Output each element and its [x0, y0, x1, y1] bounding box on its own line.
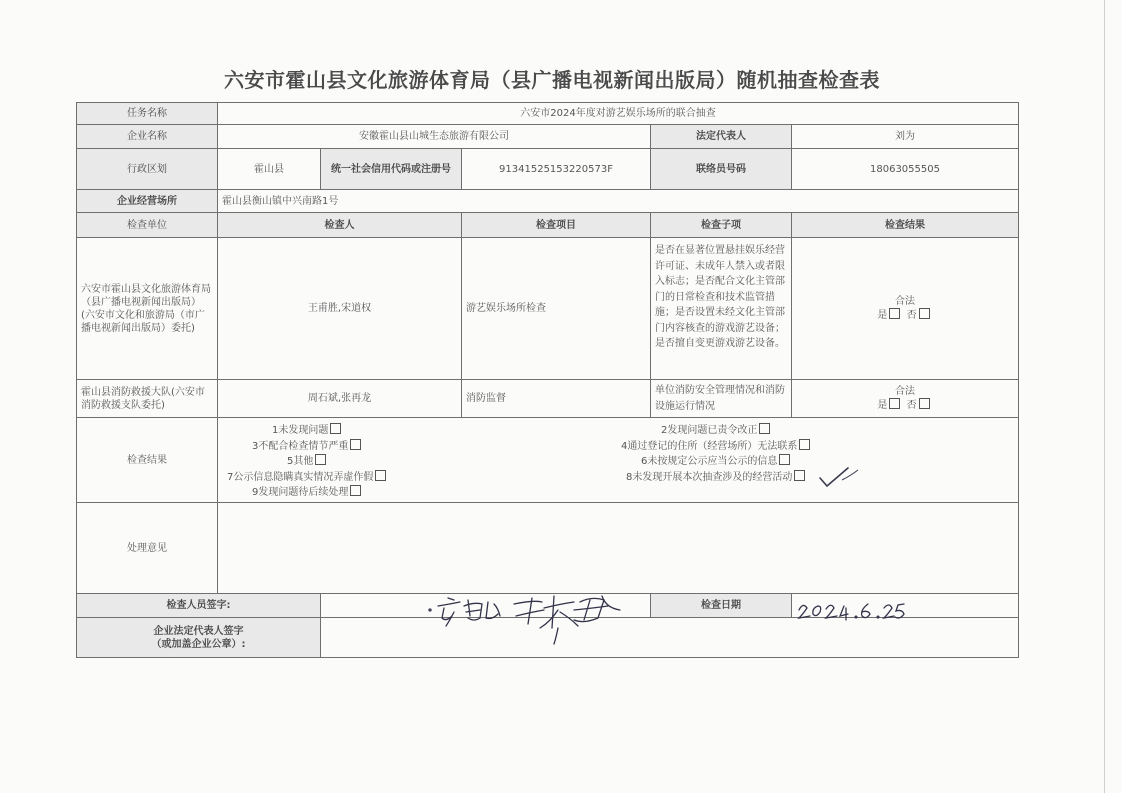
result-option-4-checkbox[interactable]	[799, 439, 810, 450]
result-option-9-checkbox[interactable]	[350, 485, 361, 496]
row2-yes-checkbox[interactable]	[889, 398, 900, 409]
business-place-label: 企业经营场所	[76, 189, 218, 213]
row2-result-title: 合法	[895, 386, 915, 397]
result-option-3: 3不配合检查情节严重	[227, 439, 389, 455]
opinion-label: 处理意见	[76, 502, 218, 594]
row2-no-label: 否	[906, 400, 917, 411]
legal-rep-label: 法定代表人	[650, 124, 792, 149]
row1-result-title: 合法	[895, 296, 915, 307]
result-option-5-checkbox[interactable]	[315, 454, 326, 465]
row1-result	[791, 237, 1019, 380]
company-name-value: 安徽霍山县山城生态旅游有限公司	[217, 124, 651, 149]
row1-no-label: 否	[906, 310, 917, 321]
result-option-7-checkbox[interactable]	[375, 470, 386, 481]
credit-code-value: 91341525153220573F	[461, 148, 651, 190]
row1-item: 游艺娱乐场所检查	[461, 237, 651, 380]
inspection-form	[76, 102, 1019, 658]
page-title: 六安市霍山县文化旅游体育局（县广播电视新闻出版局）随机抽查检查表	[224, 68, 880, 92]
row2-inspector: 周石斌,张再龙	[217, 379, 462, 418]
row1-subitem: 是否在显著位置悬挂娱乐经营许可证、未成年人禁入或者限入标志；是否配合文化主管部门的日常检查和技术监管措施；是否设置未经文化主管部门内容核查的游戏游艺设备；是否擅自变更游戏游艺设备。	[650, 237, 792, 380]
result-option-2-checkbox[interactable]	[759, 423, 770, 434]
row2-yes-label: 是	[877, 400, 888, 411]
row2-no-checkbox[interactable]	[919, 398, 930, 409]
inspector-signature-icon	[424, 588, 644, 648]
inspect-subitem-header: 检查子项	[650, 212, 792, 238]
inspector-header: 检查人	[217, 212, 462, 238]
region-label: 行政区划	[76, 148, 218, 190]
row2-item: 消防监督	[461, 379, 651, 418]
opinion-area	[217, 502, 1019, 594]
result-options-right	[621, 423, 813, 485]
result-option-6-checkbox[interactable]	[779, 454, 790, 465]
result-option-6: 6未按规定公示应当公示的信息	[621, 454, 813, 470]
row1-yes-label: 是	[877, 310, 888, 321]
credit-code-label: 统一社会信用代码或注册号	[320, 148, 462, 190]
check-mark-icon	[816, 466, 866, 490]
row1-inspector: 王甫胜,宋道权	[217, 237, 462, 380]
region-value: 霍山县	[217, 148, 321, 190]
result-option-1: 1未发现问题	[227, 423, 389, 439]
result-option-5: 5其他	[227, 454, 389, 470]
result-options-area	[217, 417, 1019, 503]
result-option-8: 8未发现开展本次抽查涉及的经营活动	[621, 470, 813, 486]
result-options-left	[227, 423, 389, 501]
row1-no-checkbox[interactable]	[919, 308, 930, 319]
result-section-label: 检查结果	[76, 417, 218, 503]
row1-unit: 六安市霍山县文化旅游体育局（县广播电视新闻出版局）(六安市文化和旅游局（市广播电视新闻出版局）委托)	[76, 237, 218, 380]
result-option-9: 9发现问题待后续处理	[227, 485, 389, 501]
company-name-label: 企业名称	[76, 124, 218, 149]
inspect-date-label: 检查日期	[650, 593, 792, 618]
contact-phone-label: 联络员号码	[650, 148, 792, 190]
inspect-result-header: 检查结果	[791, 212, 1019, 238]
legal-rep-value: 刘为	[791, 124, 1019, 149]
task-name-label: 任务名称	[76, 102, 218, 125]
inspect-unit-header: 检查单位	[76, 212, 218, 238]
result-option-1-checkbox[interactable]	[330, 423, 341, 434]
result-option-7: 7公示信息隐瞒真实情况弄虚作假	[227, 470, 389, 486]
contact-phone-value: 18063055505	[791, 148, 1019, 190]
inspect-item-header: 检查项目	[461, 212, 651, 238]
handwritten-date-icon	[796, 596, 906, 624]
task-name-value: 六安市2024年度对游艺娱乐场所的联合抽查	[217, 102, 1019, 125]
result-option-8-checkbox[interactable]	[794, 470, 805, 481]
row2-result	[791, 379, 1019, 418]
row2-unit: 霍山县消防救援大队(六安市消防救援支队委托)	[76, 379, 218, 418]
row2-subitem: 单位消防安全管理情况和消防设施运行情况	[650, 379, 792, 418]
result-option-2: 2发现问题已责令改正	[621, 423, 813, 439]
result-option-3-checkbox[interactable]	[350, 439, 361, 450]
legal-sign-label: 企业法定代表人签字 （或加盖企业公章）:	[76, 617, 321, 658]
row1-yes-checkbox[interactable]	[889, 308, 900, 319]
inspector-sign-label: 检查人员签字:	[76, 593, 321, 618]
result-option-4: 4通过登记的住所（经营场所）无法联系	[621, 439, 813, 455]
business-place-value: 霍山县衡山镇中兴南路1号	[217, 189, 1019, 213]
